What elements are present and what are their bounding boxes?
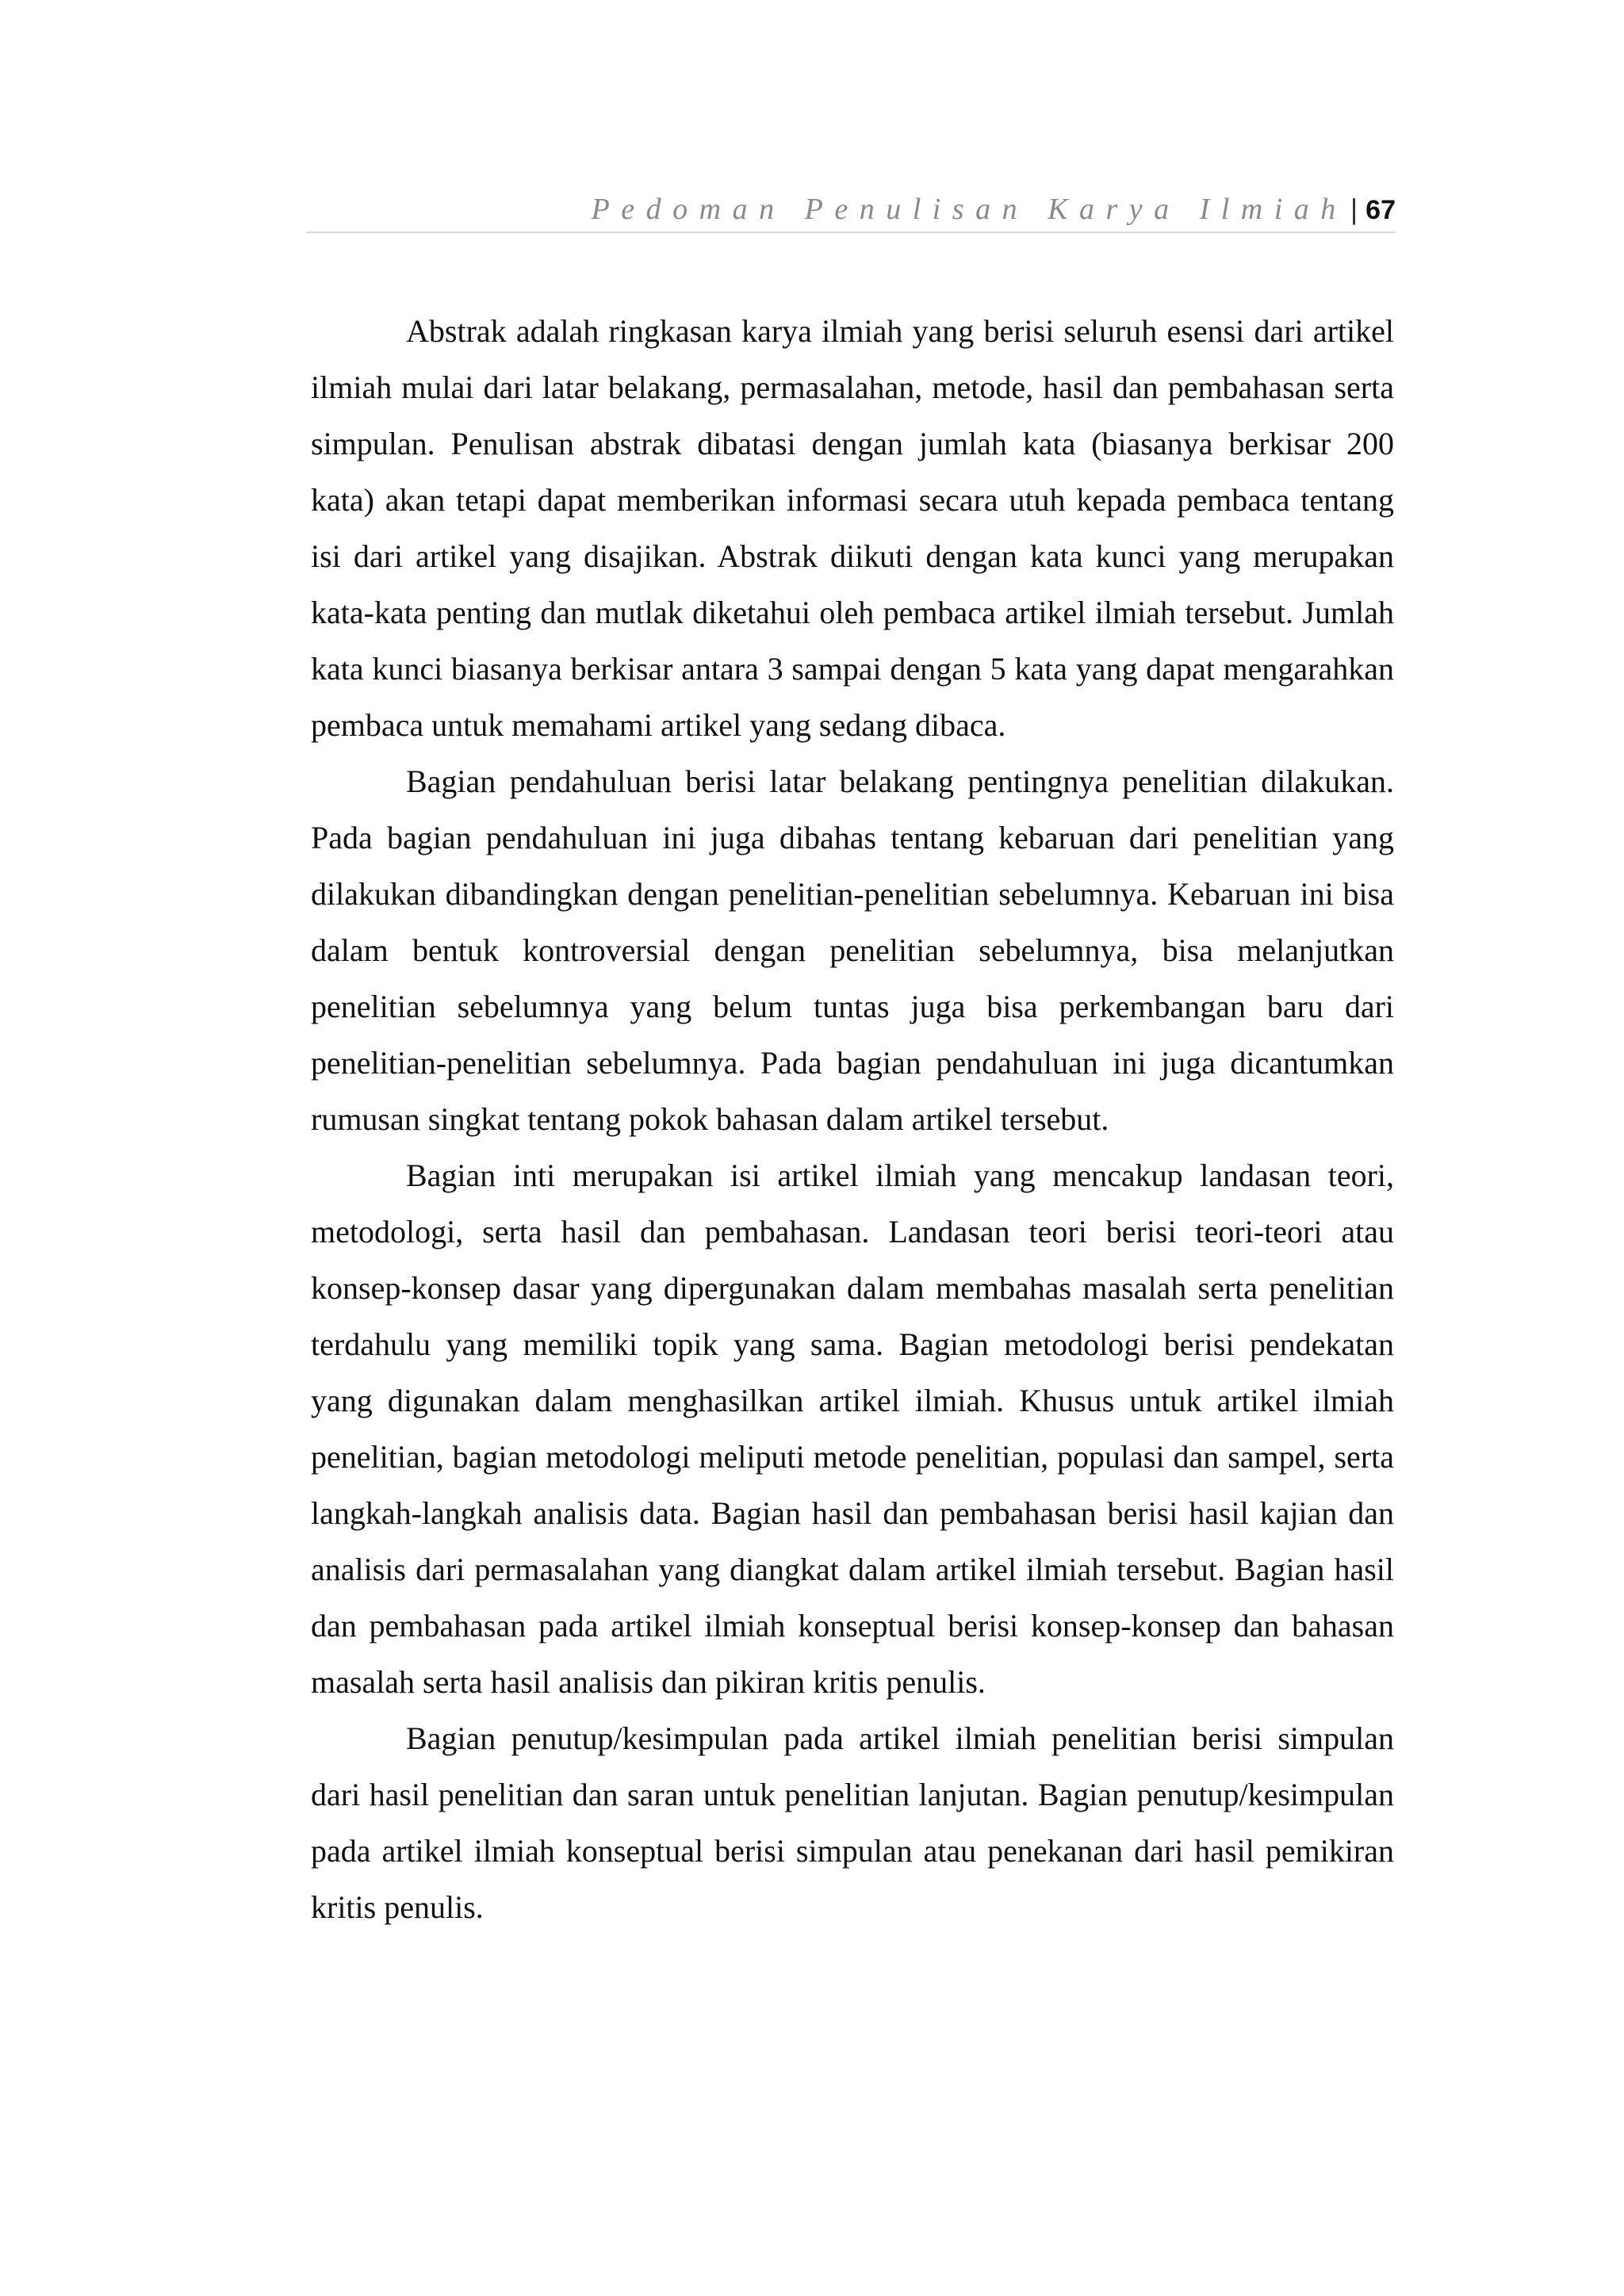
running-header (306, 189, 1396, 230)
header-title: Pedoman Penulisan Karya Ilmiah (591, 193, 1347, 226)
header-divider (306, 232, 1396, 233)
body-text (311, 303, 1394, 1935)
paragraph-abstrak: Abstrak adalah ringkasan karya ilmiah yang berisi seluruh esensi dari artikel ilmiah mulai dari latar belakang, permasalahan, metode, hasil dan pembahasan serta simpulan. Penulisan abstrak dibatasi dengan jumlah kata (biasanya berkisar 200 kata) akan tetapi dapat memberikan informasi secara utuh kepada pembaca tentang isi dari artikel yang disajikan. Abstrak diikuti dengan kata kunci yang merupakan kata-kata penting dan mutlak diketahui oleh pembaca artikel ilmiah tersebut. Jumlah kata kunci biasanya berkisar antara 3 sampai dengan 5 kata yang dapat mengarahkan pembaca untuk memahami artikel yang sedang dibaca. (311, 313, 1394, 743)
page-number: 67 (1365, 195, 1396, 225)
paragraph-pendahuluan: Bagian pendahuluan berisi latar belakang pentingnya penelitian dilakukan. Pada bagian pendahuluan ini juga dibahas tentang kebaruan dari penelitian yang dilakukan dibandingkan dengan penelitian-penelitian sebelumnya. Kebaruan ini bisa dalam bentuk kontroversial dengan penelitian sebelumnya, bisa melanjutkan penelitian sebelumnya yang belum tuntas juga bisa perkembangan baru dari penelitian-penelitian sebelumnya. Pada bagian pendahuluan ini juga dicantumkan rumusan singkat tentang pokok bahasan dalam artikel tersebut. (311, 763, 1394, 1137)
header-separator: | (1350, 193, 1358, 225)
paragraph-penutup: Bagian penutup/kesimpulan pada artikel ilmiah penelitian berisi simpulan dari hasil penelitian dan saran untuk penelitian lanjutan. Bagian penutup/kesimpulan pada artikel ilmiah konseptual berisi simpulan atau penekanan dari hasil pemikiran kritis penulis. (311, 1720, 1394, 1925)
paragraph-inti: Bagian inti merupakan isi artikel ilmiah yang mencakup landasan teori, metodologi, serta hasil dan pembahasan. Landasan teori berisi teori-teori atau konsep-konsep dasar yang dipergunakan dalam membahas masalah serta penelitian terdahulu yang memiliki topik yang sama. Bagian metodologi berisi pendekatan yang digunakan dalam menghasilkan artikel ilmiah. Khusus untuk artikel ilmiah penelitian, bagian metodologi meliputi metode penelitian, populasi dan sampel, serta langkah-langkah analisis data. Bagian hasil dan pembahasan berisi hasil kajian dan analisis dari permasalahan yang diangkat dalam artikel ilmiah tersebut. Bagian hasil dan pembahasan pada artikel ilmiah konseptual berisi konsep-konsep dan bahasan masalah serta hasil analisis dan pikiran kritis penulis. (311, 1158, 1394, 1700)
